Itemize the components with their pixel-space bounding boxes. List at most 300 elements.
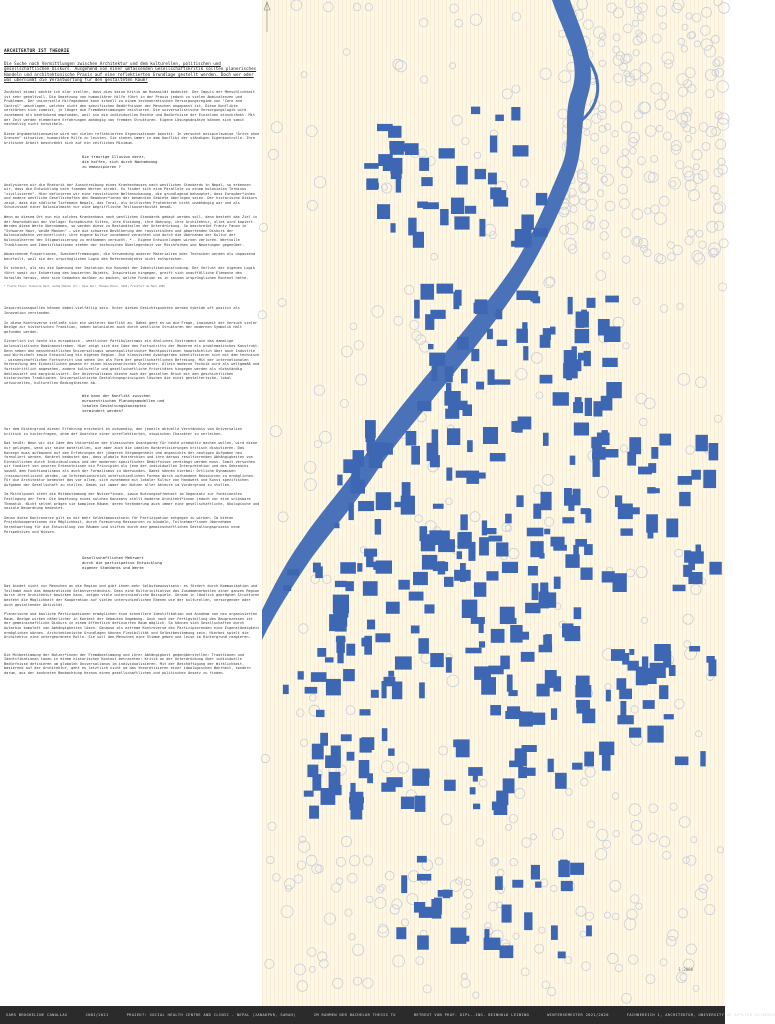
tree — [679, 817, 690, 828]
tree — [667, 110, 676, 119]
tree — [421, 653, 432, 664]
building — [696, 545, 702, 564]
building — [402, 482, 411, 499]
building — [577, 708, 590, 714]
tree — [621, 228, 631, 238]
tree — [681, 112, 691, 122]
building — [511, 107, 520, 121]
building — [320, 733, 328, 746]
building — [669, 665, 676, 676]
building — [532, 583, 539, 600]
tree — [346, 706, 355, 715]
tree — [306, 126, 317, 137]
building — [446, 657, 452, 673]
paragraph: Analysieren wir die Rhetorik der Ausschreibung eines Krankenhauses nach westlichen Standards in Nepal, so erkennen wir, dass die Entwicklung nach fremden Werten strebt. Es findet sich eine Parallele zu einem kolonialen Terminus "zivilisieren". Hier definieren wir eine rassistische Weltanschauung, die grundlegend behauptet, dass Europäer*innen und andere westliche Gesellschaften den Bewohner*innen der benannten Gebiete überlegen seien. Der historische Diskurs zeigt, dass die südliche Tiefebene Nepals, das Terai, als britisches Protektorat nicht unabhängig war und als Schutzstaat einer Kolonialmacht nur eine begrifflische Teilsouveränität besaß. — [4, 182, 258, 210]
tree — [623, 24, 632, 33]
tree — [307, 200, 317, 210]
tree — [678, 909, 687, 918]
building — [524, 912, 532, 930]
paragraph: Wenn an diesem Ort nun ein solches Krankenhaus nach westlichen Standards gebaut werden soll, dann besteht das Ziel in der Reproduktion der Vorlage: Europäische Sitten, ihre Kleidung, ihre Nahrung, ihre Architektur, alles wird kopiert. Werden diese Werte übernommen, so werden diese zu Bestandteilen der Unterdrückung. So beschreibt Frantz Fanon in "Schwarze Haut, weiße Masken" – wie die schwarze Bevölkerung den rassistischen und abwertenden Diskurs der Kolonialmächte verinnerlicht; ihre eigene Kultur zunehmend verachtet und durch die Übernahme der Kultur der Kolonialherren der Stigmatisierung zu entkommen versucht. * - Eigene Entwicklungen wirken verloren. Wertvolle Traditionen und Identifikationen stehen der technischen Überlegenheit vor Mischformen und Neuerungen gegenüber. — [4, 215, 258, 247]
building — [629, 649, 634, 655]
building — [479, 537, 489, 555]
tree — [652, 34, 661, 43]
tree — [385, 871, 394, 880]
tree — [651, 156, 658, 163]
tree — [416, 957, 424, 965]
tree — [621, 122, 632, 133]
building — [424, 604, 434, 613]
building — [394, 502, 403, 507]
building — [446, 468, 452, 481]
building — [513, 145, 529, 156]
footnote: * Frantz Fanon: Schwarze Haut, weiße Masken (Fr.: Peau Noir, Masque Blanc, 1952) Frankfurt am Main 1985 — [4, 285, 165, 289]
building — [430, 310, 445, 319]
building — [317, 648, 326, 657]
tree — [637, 14, 644, 21]
tree — [297, 709, 305, 717]
tree — [597, 190, 604, 197]
tree — [660, 959, 667, 966]
building — [659, 685, 668, 699]
building — [495, 115, 504, 121]
tree — [345, 909, 352, 916]
tree — [686, 13, 692, 19]
building — [453, 292, 459, 310]
building — [648, 731, 655, 741]
building — [572, 763, 582, 770]
building — [483, 427, 498, 444]
tree — [314, 441, 321, 448]
building — [522, 745, 537, 752]
building — [433, 504, 444, 509]
building — [457, 532, 469, 549]
tree — [660, 23, 667, 30]
building — [298, 671, 304, 679]
tree — [602, 174, 614, 186]
building — [643, 668, 656, 684]
essay-heading: ARCHITEKTUR IST THEORIE — [4, 49, 70, 54]
tree — [585, 767, 595, 777]
building — [531, 865, 540, 880]
tree — [682, 24, 688, 30]
building — [429, 530, 442, 545]
building — [603, 449, 619, 458]
tree — [694, 41, 700, 47]
tree — [663, 132, 671, 140]
building — [675, 757, 689, 766]
building — [618, 504, 633, 520]
tree — [686, 944, 696, 954]
building — [419, 158, 429, 171]
building — [439, 148, 455, 158]
tree — [350, 323, 357, 330]
building — [381, 783, 395, 792]
building — [673, 585, 686, 592]
building — [545, 592, 556, 607]
building — [418, 638, 429, 654]
building — [438, 890, 453, 897]
building — [473, 804, 480, 810]
tree — [676, 161, 684, 169]
building — [432, 905, 441, 918]
building — [573, 635, 580, 641]
tree — [618, 156, 630, 168]
building — [599, 742, 614, 756]
tree — [678, 38, 685, 45]
building — [325, 657, 334, 662]
tree — [632, 209, 643, 220]
building — [360, 738, 372, 753]
tree — [474, 152, 481, 159]
tree — [510, 859, 517, 866]
building — [500, 945, 514, 958]
building — [412, 769, 429, 786]
building — [430, 653, 444, 667]
building — [467, 440, 473, 452]
building — [575, 329, 590, 343]
building — [606, 382, 622, 398]
tree — [324, 2, 334, 12]
building — [334, 523, 339, 528]
tree — [314, 177, 325, 188]
building — [370, 183, 379, 189]
building — [475, 299, 488, 314]
scale-label: 1:2000 — [678, 967, 693, 972]
tree — [600, 146, 608, 154]
building — [696, 435, 708, 452]
building — [349, 503, 354, 520]
tree — [605, 201, 615, 211]
building — [536, 193, 547, 206]
building — [484, 938, 501, 950]
tree — [673, 0, 684, 10]
tree — [688, 85, 696, 93]
tree — [696, 731, 702, 737]
tree — [375, 897, 386, 908]
building — [533, 504, 541, 519]
tree — [657, 6, 667, 16]
building — [494, 379, 510, 384]
building — [375, 519, 381, 535]
building — [376, 561, 392, 574]
building — [386, 602, 400, 614]
tree — [683, 614, 693, 624]
tree — [677, 113, 688, 124]
building — [316, 710, 325, 717]
tree — [696, 377, 707, 388]
building — [558, 861, 570, 877]
building — [638, 467, 652, 475]
tree — [268, 149, 278, 159]
building — [440, 209, 449, 225]
building — [587, 298, 596, 308]
tree — [588, 821, 595, 828]
tree — [405, 285, 414, 294]
tree — [685, 236, 693, 244]
building — [396, 927, 406, 939]
tree — [620, 199, 630, 209]
building — [457, 551, 462, 559]
tree — [544, 277, 554, 287]
tree — [612, 131, 618, 137]
tree — [668, 930, 679, 941]
tree — [690, 127, 696, 133]
tree — [644, 398, 655, 409]
tree — [545, 517, 554, 526]
paragraph: Es scheint, als sei die Spannung der Imitation ein Konzept der Identifikationsfindung. Der Verlust der eigenen Logik führt somit zur Entwertung des kopierten Objekts. Inspiration hingegen, greift sich unauffälliche Elemente des Vorbilds heraus, ohne sich Gedanken darüber zu machen, welche Funktion es in seinem ursprünglichen Kontext hatte. — [4, 266, 255, 280]
building — [433, 562, 448, 571]
building — [396, 144, 412, 151]
tree — [267, 856, 275, 864]
tree — [714, 0, 722, 6]
tree — [651, 205, 660, 214]
building — [521, 652, 535, 662]
building — [654, 644, 671, 661]
tree — [479, 779, 487, 787]
tree — [304, 462, 316, 474]
building — [515, 229, 532, 248]
tree — [316, 865, 324, 873]
building — [415, 796, 426, 812]
building — [642, 656, 648, 670]
building — [304, 791, 314, 797]
tree — [613, 55, 623, 65]
tree — [582, 962, 591, 971]
tree — [536, 392, 543, 399]
tree — [631, 706, 638, 713]
building — [351, 480, 365, 494]
building — [460, 563, 466, 582]
tree — [365, 3, 372, 10]
tree — [512, 85, 520, 93]
tree — [278, 299, 286, 307]
tree — [600, 232, 608, 240]
building — [570, 863, 584, 875]
tree — [636, 903, 642, 909]
tree — [297, 861, 305, 869]
tree — [353, 944, 364, 955]
tree — [604, 912, 610, 918]
tree — [613, 830, 620, 837]
building — [419, 682, 425, 698]
building — [345, 581, 354, 591]
building — [527, 528, 544, 537]
building — [593, 458, 600, 477]
tree — [696, 230, 703, 237]
building — [309, 806, 319, 819]
tree — [684, 80, 692, 88]
building — [287, 569, 299, 576]
tree — [695, 888, 707, 900]
tree — [603, 840, 611, 848]
essay-lead: Die Suche nach Vermittlungen zwischen Architektur und dem kulturellen, politischen und gesellschaftlichen Diskurs. Ausgehend von einer umfassenden Gesellschaftskritik sollten planerisches Handeln und architektonische Praxis auf eine reflektierten Grundlage gestellt werden. Doch wer oder was übernimmt die Verantwortung für den gestalteten Raum? — [4, 60, 257, 83]
tree — [379, 885, 385, 891]
building — [545, 670, 557, 684]
building — [307, 765, 318, 778]
tree — [702, 143, 710, 151]
building — [550, 327, 556, 335]
tree — [476, 839, 484, 847]
tree — [566, 789, 573, 796]
building — [659, 434, 671, 446]
building — [479, 641, 485, 647]
tree — [660, 305, 668, 313]
tree — [332, 883, 341, 892]
tree — [539, 927, 545, 933]
building — [544, 529, 550, 535]
tree — [431, 253, 438, 260]
building — [679, 492, 690, 506]
tree — [502, 89, 512, 99]
tree — [285, 879, 295, 889]
tree — [439, 746, 448, 755]
building — [444, 780, 456, 791]
building — [581, 568, 593, 580]
building — [479, 219, 485, 237]
building — [488, 666, 503, 675]
building — [539, 553, 544, 559]
tree — [310, 695, 317, 702]
tree — [688, 229, 696, 237]
tree — [320, 431, 332, 443]
building — [392, 682, 402, 700]
building — [398, 580, 409, 590]
building — [421, 177, 432, 186]
tree — [640, 63, 651, 74]
tree — [580, 931, 586, 937]
tree — [597, 165, 605, 173]
tree — [655, 99, 666, 110]
building — [471, 349, 479, 361]
tree — [455, 19, 463, 27]
tree — [603, 252, 610, 259]
tree — [620, 445, 627, 452]
building — [522, 322, 527, 330]
essay-column — [4, 50, 260, 1010]
building — [540, 375, 553, 384]
building — [666, 519, 678, 538]
tree — [577, 0, 588, 9]
building — [468, 767, 483, 776]
building — [535, 882, 541, 888]
building — [575, 539, 587, 547]
tree — [630, 148, 637, 155]
tree — [623, 343, 629, 349]
building — [343, 669, 355, 681]
footer-project: PROJEKT: SOCIAL HEALTH CENTRE AND CLINIC - NEPAL (JANAKPUR, SARAH) — [126, 1013, 296, 1017]
tree — [627, 569, 635, 577]
building — [366, 552, 373, 567]
tree — [450, 4, 459, 13]
tree — [415, 515, 422, 522]
tree — [540, 68, 551, 79]
building — [555, 773, 567, 789]
building — [512, 880, 523, 888]
tree — [271, 122, 282, 133]
tree — [381, 184, 387, 190]
tree — [580, 198, 587, 205]
building — [651, 488, 660, 493]
tree — [260, 223, 268, 231]
building — [488, 369, 495, 385]
tree — [452, 115, 462, 125]
tree — [712, 35, 720, 43]
tree — [592, 114, 602, 124]
tree — [381, 761, 393, 773]
tree — [570, 206, 577, 213]
building — [382, 728, 388, 741]
tree — [558, 109, 568, 119]
building — [366, 427, 376, 443]
tree — [349, 933, 356, 940]
tree — [393, 59, 403, 69]
tree — [586, 199, 598, 211]
building — [346, 644, 355, 656]
building — [700, 751, 705, 766]
tree — [394, 316, 403, 325]
tree — [705, 874, 712, 881]
building — [495, 876, 503, 890]
tree — [605, 684, 611, 690]
building — [432, 366, 438, 382]
tree — [685, 68, 695, 78]
building — [516, 495, 523, 507]
building — [490, 136, 497, 153]
tree — [464, 889, 473, 898]
building — [358, 501, 374, 511]
building — [420, 526, 428, 541]
building — [315, 566, 323, 578]
building — [447, 428, 460, 445]
tree — [343, 49, 350, 56]
tree — [341, 346, 352, 357]
pull-quote: Wie kann der Konflikt zwischen eurozentrischen Planungsmodellen und lokalen Gestaltungskonzepten vermindert werden? — [82, 393, 165, 414]
building — [457, 337, 469, 350]
tree — [435, 858, 442, 865]
tree — [464, 879, 470, 885]
tree — [512, 12, 521, 21]
tree — [623, 256, 630, 263]
tree — [699, 123, 708, 132]
building — [454, 216, 469, 229]
paragraph: Abweichende Proportionen, Zweckentfremdungen, die Verwendung anderer Materialien oder Techniken werden als unpassend beurteilt, weil sie der ursprünglichen Logik des Referenzobjekts nicht entsprechen. — [4, 252, 255, 261]
building — [417, 202, 428, 208]
building — [488, 173, 497, 185]
tree — [308, 948, 317, 957]
tree — [470, 14, 481, 25]
building — [336, 636, 345, 653]
building — [413, 572, 428, 585]
building — [613, 573, 627, 592]
building — [602, 755, 611, 771]
building — [401, 797, 415, 809]
tree — [700, 26, 710, 36]
building — [554, 577, 561, 589]
tree — [663, 851, 671, 859]
tree — [552, 828, 563, 839]
tree — [638, 238, 648, 248]
tree — [633, 50, 639, 56]
building — [689, 646, 700, 652]
building — [629, 728, 641, 738]
building — [414, 300, 420, 319]
north-arrow-icon — [262, 0, 272, 34]
tree — [390, 905, 400, 915]
building — [688, 561, 695, 570]
building — [377, 124, 393, 131]
tree — [614, 74, 623, 83]
tree — [515, 788, 525, 798]
